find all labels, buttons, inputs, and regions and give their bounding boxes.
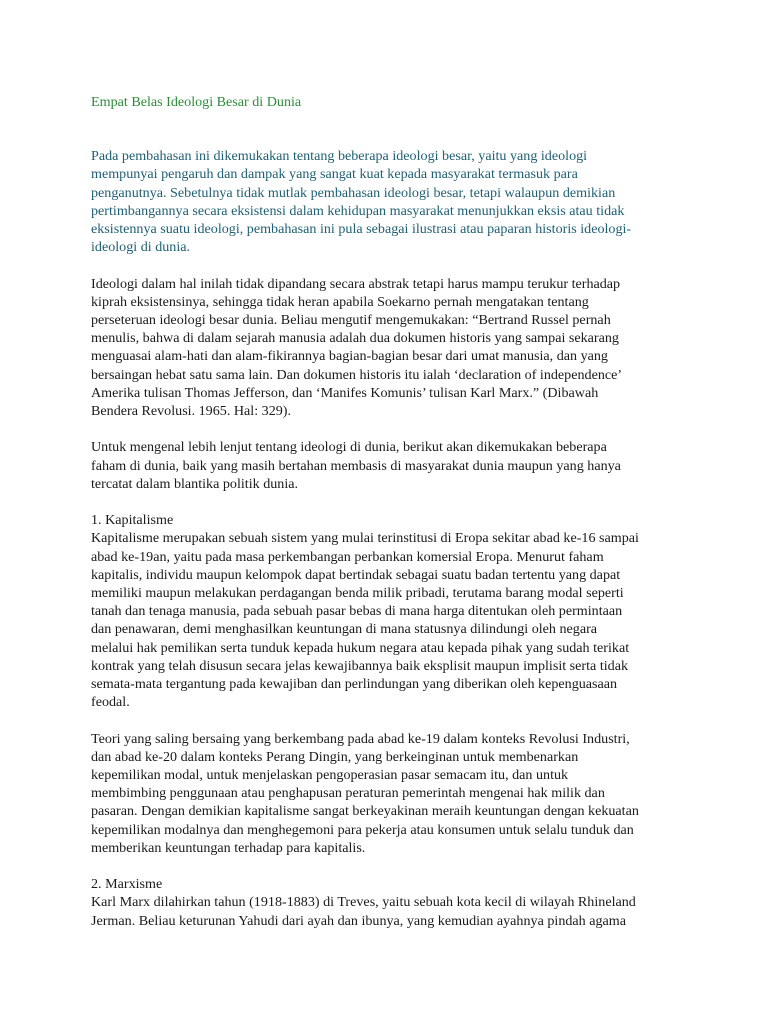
paragraph-marxisme-1: [91, 893, 676, 929]
text-line: Karl Marx dilahirkan tahun (1918-1883) di Treves, yaitu sebuah kota kecil di wilayah Rhineland: [91, 894, 636, 911]
document-title: Empat Belas Ideologi Besar di Dunia: [91, 94, 302, 110]
text-line: kiprah eksistensinya, sehingga tidak heran apabila Soekarno pernah mengatakan tentang: [91, 293, 589, 310]
text-line: Pada pembahasan ini dikemukakan tentang beberapa ideologi besar, yaitu yang ideologi: [91, 148, 588, 165]
section-heading-kapitalisme: 1. Kapitalisme: [91, 512, 174, 529]
text-line: dan abad ke-20 dalam konteks Perang Dingin, yang berkeinginan untuk membenarkan: [91, 748, 579, 765]
text-line: faham di dunia, baik yang masih bertahan membasis di masyarakat dunia maupun yang hanya: [91, 457, 621, 474]
text-line: penganutnya. Sebetulnya tidak mutlak pembahasan ideologi besar, tetapi walaupun demikian: [91, 184, 616, 201]
text-line: memberikan keuntungan terhadap para kapitalis.: [91, 839, 366, 856]
text-line: ideologi di dunia.: [91, 239, 191, 256]
text-line: Teori yang saling bersaing yang berkembang pada abad ke-19 dalam konteks Revolusi Industri,: [91, 730, 630, 747]
text-line: Bendera Revolusi. 1965. Hal: 329).: [91, 403, 292, 420]
text-line: semata-mata tergantung pada kewajiban dan perlindungan yang diberikan oleh kepenguasaan: [91, 676, 618, 693]
document-content: [91, 93, 676, 930]
text-line: Jerman. Beliau keturunan Yahudi dari ayah dan ibunya, yang kemudian ayahnya pindah agama: [91, 912, 627, 929]
intro-paragraph: [91, 147, 676, 256]
text-line: Amerika tulisan Thomas Jefferson, dan ‘Manifes Komunis’ tulisan Karl Marx.” (Dibawah: [91, 384, 599, 401]
text-line: melalui hak pemilikan serta tunduk kepada hukum negara atau kepada pihak yang sudah terikat: [91, 639, 630, 656]
text-line: kontrak yang telah disusun secara jelas kewajibannya baik eksplisit maupun implisit serta tidak: [91, 657, 628, 674]
text-line: menulis, bahwa di dalam sejarah manusia adalah dua dokumen historis yang sampai sekarang: [91, 330, 619, 347]
text-line: abad ke-19an, yaitu pada masa perkembangan perbankan komersial Eropa. Menurut faham: [91, 548, 604, 565]
text-line: perseteruan ideologi besar dunia. Beliau mengutif mengemukakan: “Bertrand Russel pernah: [91, 312, 611, 329]
text-line: membimbing penggunaan atau penghapusan peraturan pemerintah mengenai hak milik dan: [91, 785, 605, 802]
text-line: tanah dan tenaga manusia, pada sebuah pasar bebas di mana harga ditentukan oleh permintaan: [91, 603, 623, 620]
paragraph-ideologi: [91, 275, 676, 421]
text-line: dan penawaran, demi menghasilkan keuntungan di mana statusnya dilindungi oleh negara: [91, 621, 598, 638]
text-line: Ideologi dalam hal inilah tidak dipandang secara abstrak tetapi harus mampu terukur terhadap: [91, 275, 621, 292]
text-line: eksistennya suatu ideologi, pembahasan ini pula sebagai ilustrasi atau paparan historis ideologi-: [91, 221, 632, 238]
text-line: tercatat dalam blantika politik dunia.: [91, 475, 299, 492]
text-line: kapitalis, individu maupun kelompok dapat bertindak sebagai suatu badan tertentu yang dapat: [91, 566, 621, 583]
text-line: pertimbangannya secara eksistensi dalam kehidupan masyarakat menunjukkan eksis atau tidak: [91, 202, 625, 219]
text-line: Kapitalisme merupakan sebuah sistem yang mulai terinstitusi di Eropa sekitar abad ke-16 sampai: [91, 530, 639, 547]
paragraph-kapitalisme-1: [91, 529, 676, 711]
paragraph-kapitalisme-2: [91, 730, 676, 857]
text-line: kepemilikan modalnya dan menghegemoni para pekerja atau konsumen untuk selalu tunduk dan: [91, 821, 634, 838]
section-heading-marxisme: 2. Marxisme: [91, 876, 163, 893]
text-line: memiliki maupun melakukan perdagangan benda milik pribadi, terutama barang modal seperti: [91, 585, 624, 602]
paragraph-mengenal: [91, 438, 676, 493]
text-line: menguasai alam-hati dan alam-fikirannya bagian-bagian besar dari umat manusia, dan yang: [91, 348, 608, 365]
text-line: kepemilikan modal, untuk menjelaskan pengoperasian pasar semacam itu, dan untuk: [91, 767, 569, 784]
text-line: feodal.: [91, 694, 130, 711]
text-line: bersaingan hebat satu sama lain. Dan dokumen historis itu ialah ‘declaration of independence’: [91, 366, 623, 383]
text-line: mempunyai pengaruh dan dampak yang sangat kuat kepada masyarakat termasuk para: [91, 166, 578, 183]
text-line: Untuk mengenal lebih lenjut tentang ideologi di dunia, berikut akan dikemukakan beberapa: [91, 439, 607, 456]
text-line: pasaran. Dengan demikian kapitalisme sangat berkeyakinan meraih keuntungan dengan kekuatan: [91, 803, 639, 820]
